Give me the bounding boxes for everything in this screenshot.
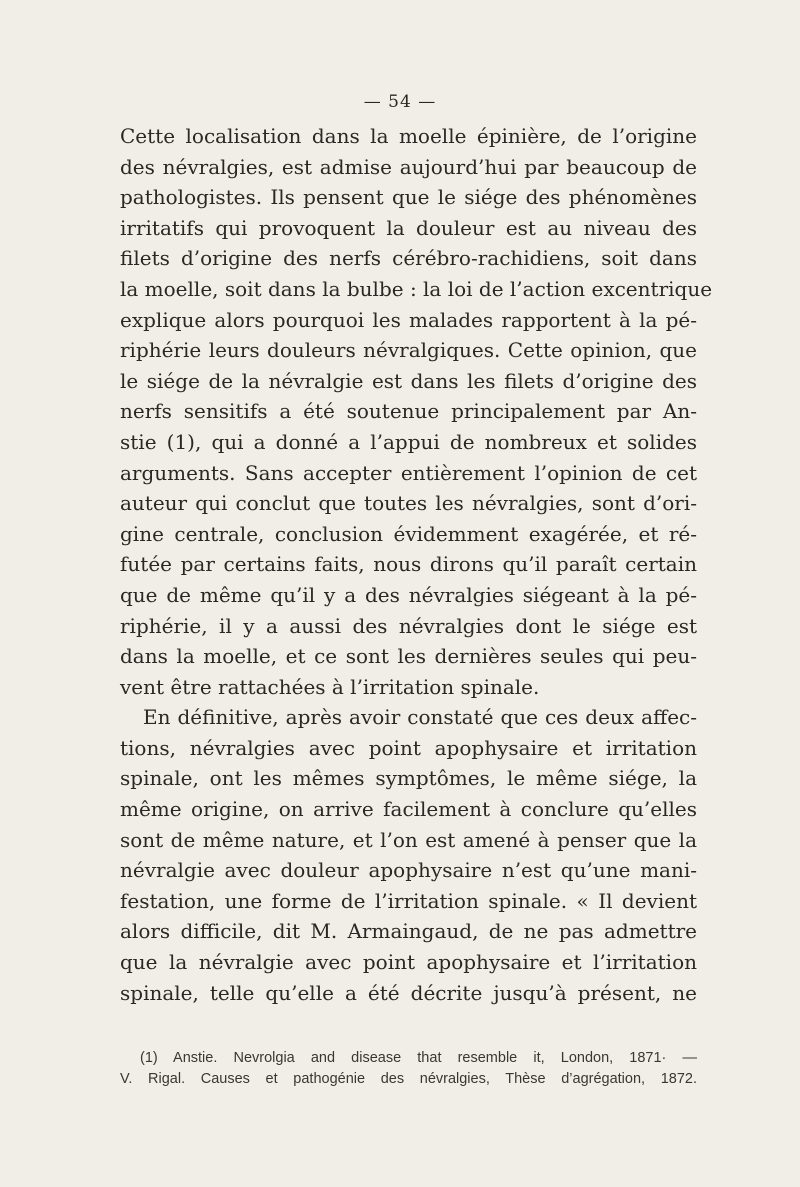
text-line: pathologistes. Ils pensent que le siége des phénomènes <box>120 185 697 210</box>
body-text <box>120 121 713 1008</box>
text-line: Cette localisation dans la moelle épinière, de l’origine <box>120 124 697 148</box>
text-line: spinale, ont les mêmes symptômes, le même siége, la <box>120 766 697 791</box>
text-line: même origine, on arrive facilement à conclure qu’elles <box>120 797 697 822</box>
text-line: des névralgies, est admise aujourd’hui par beaucoup de <box>120 154 697 179</box>
text-line: riphérie leurs douleurs névralgiques. Cette opinion, que <box>120 338 697 363</box>
text-line: que la névralgie avec point apophysaire et l’irritation <box>120 950 697 975</box>
footnote-line: (1) Anstie. Nevrolgia and disease that resemble it, London, 1871· — <box>140 1050 697 1066</box>
text-line: nerfs sensitifs a été soutenue principalement par An- <box>120 399 697 424</box>
text-line: sont de même nature, et l’on est amené à penser que la <box>120 827 697 852</box>
text-line: le siége de la névralgie est dans les filets d’origine des <box>120 368 697 393</box>
text-line: festation, une forme de l’irritation spinale. « Il devient <box>120 888 697 913</box>
text-line: vent être rattachées à l’irritation spinale. <box>120 674 540 699</box>
text-line: la moelle, soit dans la bulbe : la loi de l’action excentrique <box>120 276 713 301</box>
footnote-line: V. Rigal. Causes et pathogénie des névralgies, Thèse d’agrégation, 1872. <box>120 1071 697 1087</box>
text-line: stie (1), qui a donné a l’appui de nombreux et solides <box>120 429 697 454</box>
text-line: que de même qu’il y a des névralgies siégeant à la pé- <box>120 582 697 607</box>
text-line: tions, névralgies avec point apophysaire et irritation <box>120 735 697 760</box>
page-number: — 54 — <box>363 92 437 112</box>
text-line: alors difficile, dit M. Armaingaud, de ne pas admettre <box>120 919 697 944</box>
footnotes <box>120 1048 697 1090</box>
text-line: névralgie avec douleur apophysaire n’est qu’une mani- <box>120 858 697 883</box>
text-line: auteur qui conclut que toutes les névralgies, sont d’ori- <box>120 491 697 516</box>
text-line: futée par certains faits, nous dirons qu’il paraît certain <box>120 552 697 577</box>
text-line: irritatifs qui provoquent la douleur est au niveau des <box>120 215 697 240</box>
paragraph-start-line: En définitive, après avoir constaté que ces deux affec- <box>143 705 697 730</box>
text-line: arguments. Sans accepter entièrement l’opinion de cet <box>120 460 697 485</box>
text-line: filets d’origine des nerfs cérébro-rachidiens, soit dans <box>120 246 697 271</box>
text-line: explique alors pourquoi les malades rapportent à la pé- <box>120 307 697 332</box>
text-line: dans la moelle, et ce sont les dernières seules qui peu- <box>120 644 697 669</box>
text-line: gine centrale, conclusion évidemment exagérée, et ré- <box>120 521 697 546</box>
text-line: spinale, telle qu’elle a été décrite jusqu’à présent, ne <box>120 980 697 1005</box>
text-line: riphérie, il y a aussi des névralgies dont le siége est <box>120 613 697 638</box>
